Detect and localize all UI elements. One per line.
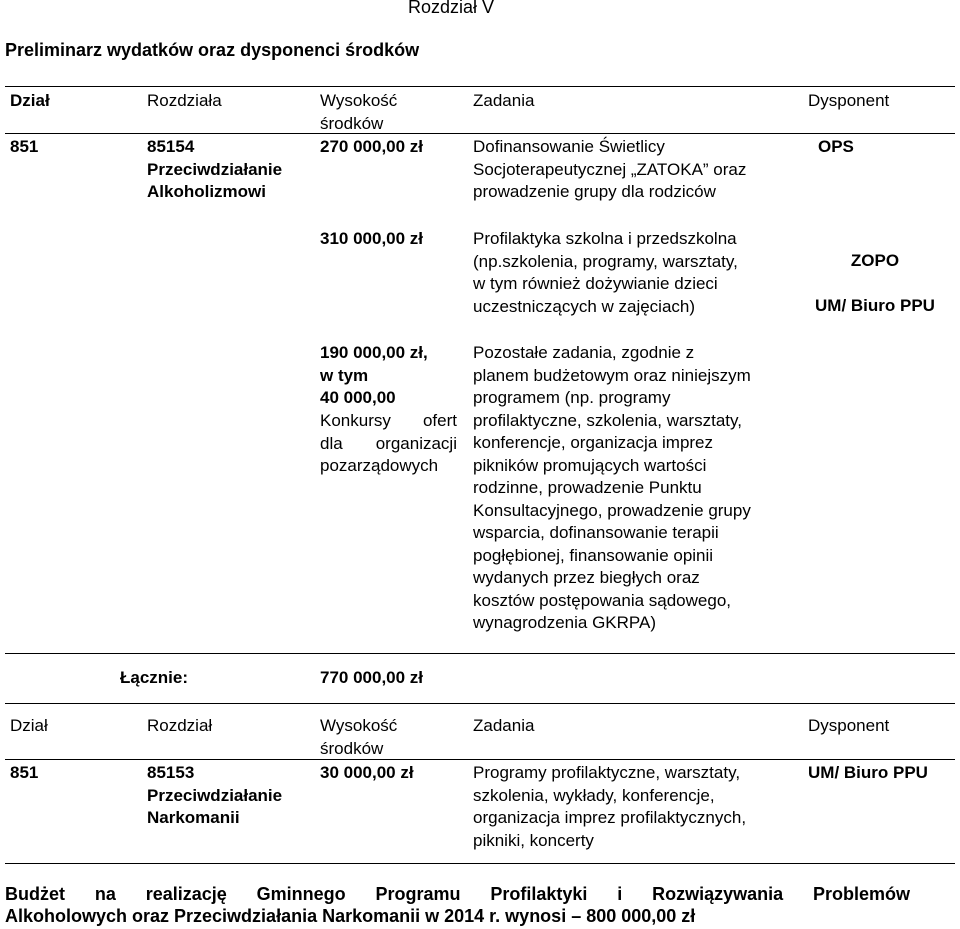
cell-amount: 30 000,00 zł [320,763,414,782]
table-top-border [5,86,955,87]
header-wysokosc: Wysokość środków [320,91,398,133]
header-zadania: Zadania [473,716,535,735]
cell-dysponent: UM/ Biuro PPU [808,763,928,782]
cell-tasks: Profilaktyka szkolna i przedszkolna (np.szkolenia, programy, warsztaty, w tym również dożywianie dzieci uczestniczących w zajęciach) [473,229,738,316]
budget-summary: Budżet na realizację Gminnego Programu Profilaktyki i Rozwiązywania Problemów Alkoholowych oraz Przeciwdziałania Narkomanii w 2014 r. wynosi – 800 000,00 zł [5,884,910,926]
header-zadania: Zadania [473,91,535,110]
chapter-heading: Rozdział V [408,0,495,17]
cell-amount: 310 000,00 zł [320,229,424,248]
total-label: Łącznie: [120,668,189,687]
table-bottom-border [5,703,955,704]
header-divider [5,133,955,134]
header-dysponent: Dysponent [808,91,890,110]
cell-dysponent: ZOPO UM/ Biuro PPU [815,251,935,315]
cell-rozdzial: 85153 Przeciwdziałanie Narkomanii [147,763,283,827]
header-divider [5,759,955,760]
cell-dzial: 851 [10,763,39,782]
cell-tasks: Pozostałe zadania, zgodnie z planem budżetowym oraz niniejszym programem (np. programy profilaktyczne, szkolenia, warsztaty, konferencje, organizacja imprez pikników promujących wartości rodzinne, prowadzenie Punktu Konsultacyjnego, prowadzenie grupy wsparcia, dofinansowanie terapii pogłębionej, finansowanie opinii wydanych przez biegłych oraz kosztów postępowania sądowego, wynagrodzenia GKRPA) [473,343,751,632]
header-rozdzial: Rozdział [147,716,213,735]
cell-rozdzial: 85154 Przeciwdziałanie Alkoholizmowi [147,137,283,201]
header-wysokosc: Wysokość środków [320,716,398,758]
cell-tasks: Dofinansowanie Świetlicy Socjoterapeutycznej „ZATOKA” oraz prowadzenie grupy dla rodziców [473,137,747,201]
header-dzial: Dział [10,91,50,110]
total-divider [5,653,955,654]
header-rozdzial: Rozdziała [147,91,222,110]
table-bottom-border [5,863,955,864]
cell-tasks: Programy profilaktyczne, warsztaty, szkolenia, wykłady, konferencje, organizacja imprez profilaktycznych, pikniki, koncerty [473,763,747,850]
amount-note: Konkursy ofert dla organizacji pozarządowych [320,411,457,475]
total-value: 770 000,00 zł [320,668,424,687]
cell-dzial: 851 [10,137,39,156]
header-dysponent: Dysponent [808,716,890,735]
cell-dysponent: OPS [818,137,854,156]
header-dzial: Dział [10,716,48,735]
section-title: Preliminarz wydatków oraz dysponenci środków [5,40,420,60]
cell-amount: 190 000,00 zł, w tym 40 000,00 [320,343,428,407]
cell-amount: 270 000,00 zł [320,137,424,156]
